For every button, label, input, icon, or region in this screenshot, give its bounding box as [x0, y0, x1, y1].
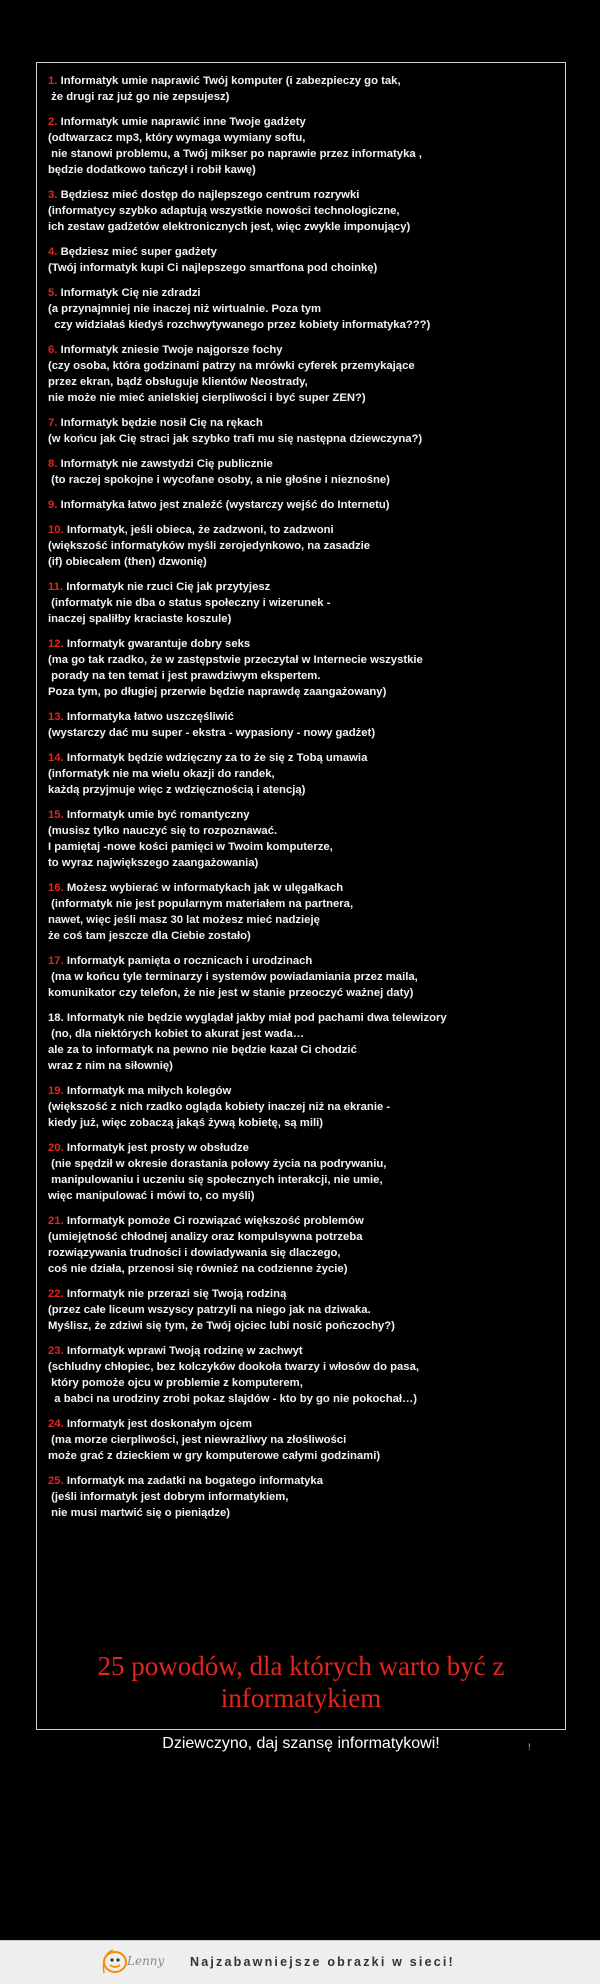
reason-item	[48, 244, 568, 276]
reason-text: Informatyk Cię nie zdradzi	[60, 287, 201, 299]
reason-line: (informatyk nie jest popularnym materiałem na partnera,	[48, 898, 354, 910]
reason-line: nie musi martwić się o pieniądze)	[48, 1507, 231, 1519]
reason-item	[48, 1286, 568, 1334]
reason-line	[48, 1286, 568, 1302]
reason-item	[48, 1083, 568, 1131]
reason-number: 13.	[48, 711, 64, 723]
reason-number: 17.	[48, 955, 64, 967]
reason-line: (schludny chłopiec, bez kolczyków dookoła twarzy i włosów do pasa,	[48, 1361, 419, 1373]
reason-number: 14.	[48, 752, 64, 764]
reason-text: Informatyk, jeśli obieca, że zadzwoni, to zadzwoni	[66, 524, 334, 536]
reason-line: ale za to informatyk na pewno nie będzie kazał Ci chodzić	[48, 1044, 357, 1056]
reason-item	[48, 522, 568, 570]
reason-line: nawet, więc jeśli masz 30 lat możesz mieć nadzieję	[48, 914, 320, 926]
reason-item	[48, 1213, 568, 1277]
reason-line	[48, 953, 568, 969]
reason-number: 20.	[48, 1142, 64, 1154]
reason-line: (informatycy szybko adaptują wszystkie nowości technologiczne,	[48, 205, 400, 217]
reason-line: przez ekran, bądź obsługuje klientów Neostrady,	[48, 376, 308, 388]
reason-line: (większość z nich rzadko ogląda kobiety inaczej niż na ekranie -	[48, 1101, 391, 1113]
reason-number: 5.	[48, 287, 58, 299]
reason-text: Informatyk umie być romantyczny	[66, 809, 250, 821]
reason-line: a babci na urodziny zrobi pokaz slajdów - kto by go nie pokochał…)	[48, 1393, 418, 1405]
poster-title	[36, 1650, 566, 1714]
reason-item	[48, 73, 568, 105]
reasons-list	[48, 73, 568, 1530]
reason-text: Informatyk nie będzie wyglądał jakby miał pod pachami dwa telewizory	[66, 1012, 447, 1024]
reason-line: każdą przyjmuje więc z wdzięcznością i atencją)	[48, 784, 306, 796]
reason-line	[48, 187, 568, 203]
reason-line: (to raczej spokojne i wycofane osoby, a nie głośne i nieznośne)	[48, 474, 390, 486]
small-mark: !	[528, 1742, 531, 1752]
reason-text: Informatyk ma zadatki na bogatego informatyka	[66, 1475, 323, 1487]
reason-text: Informatyk jest doskonałym ojcem	[66, 1418, 253, 1430]
reason-text: Możesz wybierać w informatykach jak w ulęgałkach	[66, 882, 344, 894]
reason-line	[48, 1416, 568, 1432]
reason-line: coś nie działa, przenosi się również na codzienne życie)	[48, 1263, 348, 1275]
reason-line: (odtwarzacz mp3, który wymaga wymiany softu,	[48, 132, 306, 144]
reason-number: 24.	[48, 1418, 64, 1430]
reason-number: 10.	[48, 524, 64, 536]
reason-line: więc manipulować i mówi to, co myśli)	[48, 1190, 255, 1202]
reason-line: może grać z dzieckiem w gry komputerowe całymi godzinami)	[48, 1450, 381, 1462]
reason-text: Informatyk będzie nosił Cię na rękach	[60, 417, 263, 429]
reason-line	[48, 750, 568, 766]
reason-item	[48, 415, 568, 447]
reason-item	[48, 187, 568, 235]
reason-line	[48, 1473, 568, 1489]
reason-number: 19.	[48, 1085, 64, 1097]
reason-line: (musisz tylko nauczyć się to rozpoznawać.	[48, 825, 278, 837]
reason-line: inaczej spaliłby kraciaste koszule)	[48, 613, 232, 625]
reason-text: Informatyk umie naprawić Twój komputer (i zabezpieczy go tak,	[60, 75, 401, 87]
reason-line: Poza tym, po długiej przerwie będzie naprawdę zaangażowany)	[48, 686, 387, 698]
reason-number: 22.	[48, 1288, 64, 1300]
reason-line: komunikator czy telefon, że nie jest w stanie przeoczyć ważnej daty)	[48, 987, 414, 999]
reason-item	[48, 342, 568, 406]
reason-item	[48, 1343, 568, 1407]
reason-number: 18.	[48, 1012, 64, 1024]
poster-subtitle: Dziewczyno, daj szansę informatykowi!	[162, 1735, 440, 1752]
reason-text: Informatyka łatwo uszczęśliwić	[66, 711, 234, 723]
reason-item	[48, 807, 568, 871]
reason-line	[48, 636, 568, 652]
reason-line: że drugi raz już go nie zepsujesz)	[48, 91, 230, 103]
reason-line: (informatyk nie dba o status społeczny i wizerunek -	[48, 597, 331, 609]
reason-item	[48, 1473, 568, 1521]
reason-line: (no, dla niektórych kobiet to akurat jest wada…	[48, 1028, 305, 1040]
reason-line	[48, 807, 568, 823]
reason-item	[48, 456, 568, 488]
reason-line: manipulowaniu i uczeniu się społecznych interakcji, nie umie,	[48, 1174, 383, 1186]
reason-number: 9.	[48, 499, 58, 511]
reason-line	[48, 1213, 568, 1229]
reason-item	[48, 1416, 568, 1464]
reason-line	[48, 1010, 568, 1026]
reason-text: Informatyk jest prosty w obsłudze	[66, 1142, 249, 1154]
reason-number: 6.	[48, 344, 58, 356]
reason-number: 21.	[48, 1215, 64, 1227]
reason-line	[48, 73, 568, 89]
reason-line	[48, 880, 568, 896]
reason-line	[48, 285, 568, 301]
reason-number: 12.	[48, 638, 64, 650]
reason-item	[48, 953, 568, 1001]
reason-text: Informatyk pamięta o rocznicach i urodzinach	[66, 955, 313, 967]
reason-item	[48, 1010, 568, 1074]
footer-tagline: Najzabawniejsze obrazki w sieci!	[190, 1955, 455, 1969]
reason-line: (wystarczy dać mu super - ekstra - wypasiony - nowy gadżet)	[48, 727, 376, 739]
reason-text: Informatyka łatwo jest znaleźć (wystarczy wejść do Internetu)	[60, 499, 390, 511]
reason-line: (a przynajmniej nie inaczej niż wirtualnie. Poza tym	[48, 303, 322, 315]
logo-wordmark: Lenny	[127, 1954, 165, 1968]
reason-line	[48, 456, 568, 472]
reason-number: 25.	[48, 1475, 64, 1487]
reason-line: (ma w końcu tyle terminarzy i systemów powiadamiania przez maila,	[48, 971, 418, 983]
reason-line: że coś tam jeszcze dla Ciebie zostało)	[48, 930, 251, 942]
reason-number: 11.	[48, 581, 64, 593]
reason-line: (czy osoba, która godzinami patrzy na mrówki cyferek przemykające	[48, 360, 415, 372]
reason-line: (informatyk nie ma wielu okazji do randek,	[48, 768, 275, 780]
reason-text: Informatyk nie zawstydzi Cię publicznie	[60, 458, 273, 470]
reason-item	[48, 880, 568, 944]
reason-text: Informatyk umie naprawić inne Twoje gadżety	[60, 116, 306, 128]
reason-line: będzie dodatkowo tańczył i robił kawę)	[48, 164, 256, 176]
reason-item	[48, 285, 568, 333]
reason-line: (nie spędził w okresie dorastania połowy życia na podrywaniu,	[48, 1158, 387, 1170]
reason-line	[48, 114, 568, 130]
reason-number: 3.	[48, 189, 58, 201]
reason-text: Informatyk gwarantuje dobry seks	[66, 638, 251, 650]
reason-line: kiedy już, więc zobaczą jakąś żywą kobietę, są mili)	[48, 1117, 324, 1129]
reason-line: (Twój informatyk kupi Ci najlepszego smartfona pod choinkę)	[48, 262, 378, 274]
reason-line	[48, 1083, 568, 1099]
reason-text: Informatyk nie przerazi się Twoją rodziną	[66, 1288, 287, 1300]
reason-line	[48, 1140, 568, 1156]
poster-title-line-2: informatykiem	[220, 1683, 382, 1713]
reason-line	[48, 415, 568, 431]
poster-title-line-1: 25 powodów, dla których warto być z	[97, 1651, 505, 1681]
reason-number: 4.	[48, 246, 58, 258]
reason-item	[48, 1140, 568, 1204]
reason-line	[48, 244, 568, 260]
reason-text: Będziesz mieć dostęp do najlepszego centrum rozrywki	[60, 189, 360, 201]
reason-item	[48, 709, 568, 741]
reason-number: 2.	[48, 116, 58, 128]
reason-line: Myślisz, że zdziwi się tym, że Twój ojciec lubi nosić pończochy?)	[48, 1320, 395, 1332]
reason-text: Informatyk zniesie Twoje najgorsze fochy	[60, 344, 283, 356]
reason-number: 23.	[48, 1345, 64, 1357]
reason-text: Będziesz mieć super gadżety	[60, 246, 217, 258]
reason-line: (przez całe liceum wszyscy patrzyli na niego jak na dziwaka.	[48, 1304, 371, 1316]
reason-line	[48, 522, 568, 538]
reason-text: Informatyk nie rzuci Cię jak przytyjesz	[66, 581, 271, 593]
reason-line: I pamiętaj -nowe kości pamięci w Twoim komputerze,	[48, 841, 333, 853]
reason-line: (ma morze cierpliwości, jest niewrażliwy na złośliwości	[48, 1434, 347, 1446]
reason-line: (w końcu jak Cię straci jak szybko trafi mu się następna dziewczyna?)	[48, 433, 423, 445]
reason-line	[48, 1343, 568, 1359]
reason-line: czy widziałaś kiedyś rozchwytywanego przez kobiety informatyka???)	[48, 319, 431, 331]
reason-item	[48, 579, 568, 627]
reason-number: 16.	[48, 882, 64, 894]
reason-line: nie stanowi problemu, a Twój mikser po naprawie przez informatyka ,	[48, 148, 422, 160]
site-footer	[0, 1940, 600, 1984]
reason-line: (if) obiecałem (then) dzwonię)	[48, 556, 207, 568]
reason-text: Informatyk będzie wdzięczny za to że się z Tobą umawia	[66, 752, 368, 764]
reason-line	[48, 342, 568, 358]
reason-text: Informatyk wprawi Twoją rodzinę w zachwyt	[66, 1345, 303, 1357]
reason-line: ich zestaw gadżetów elektronicznych jest, więc zwykle imponujący)	[48, 221, 411, 233]
reason-line	[48, 579, 568, 595]
reason-line: (ma go tak rzadko, że w zastępstwie przeczytał w Internecie wszystkie	[48, 654, 423, 666]
reason-number: 1.	[48, 75, 58, 87]
reason-line: który pomoże ojcu w problemie z komputerem,	[48, 1377, 303, 1389]
reason-line	[48, 709, 568, 725]
reason-line: nie może nie mieć anielskiej cierpliwości i być super ZEN?)	[48, 392, 366, 404]
reason-line: (umiejętność chłodnej analizy oraz kompulsywna potrzeba	[48, 1231, 363, 1243]
reason-item	[48, 636, 568, 700]
reason-item	[48, 497, 568, 513]
reason-number: 7.	[48, 417, 58, 429]
reason-text: Informatyk ma miłych kolegów	[66, 1085, 232, 1097]
reason-line: (jeśli informatyk jest dobrym informatykiem,	[48, 1491, 289, 1503]
reason-line	[48, 497, 568, 513]
reason-number: 8.	[48, 458, 58, 470]
reason-text: Informatyk pomoże Ci rozwiązać większość problemów	[66, 1215, 364, 1227]
reason-line: to wyraz największego zaangażowania)	[48, 857, 259, 869]
reason-item	[48, 114, 568, 178]
reason-item	[48, 750, 568, 798]
reason-number: 15.	[48, 809, 64, 821]
reason-line: rozwiązywania trudności i dowiadywania się dlaczego,	[48, 1247, 341, 1259]
reason-line: (większość informatyków myśli zerojedynkowo, na zasadzie	[48, 540, 371, 552]
reason-line: wraz z nim na siłownię)	[48, 1060, 173, 1072]
reason-line: porady na ten temat i jest prawdziwym ekspertem.	[48, 670, 321, 682]
